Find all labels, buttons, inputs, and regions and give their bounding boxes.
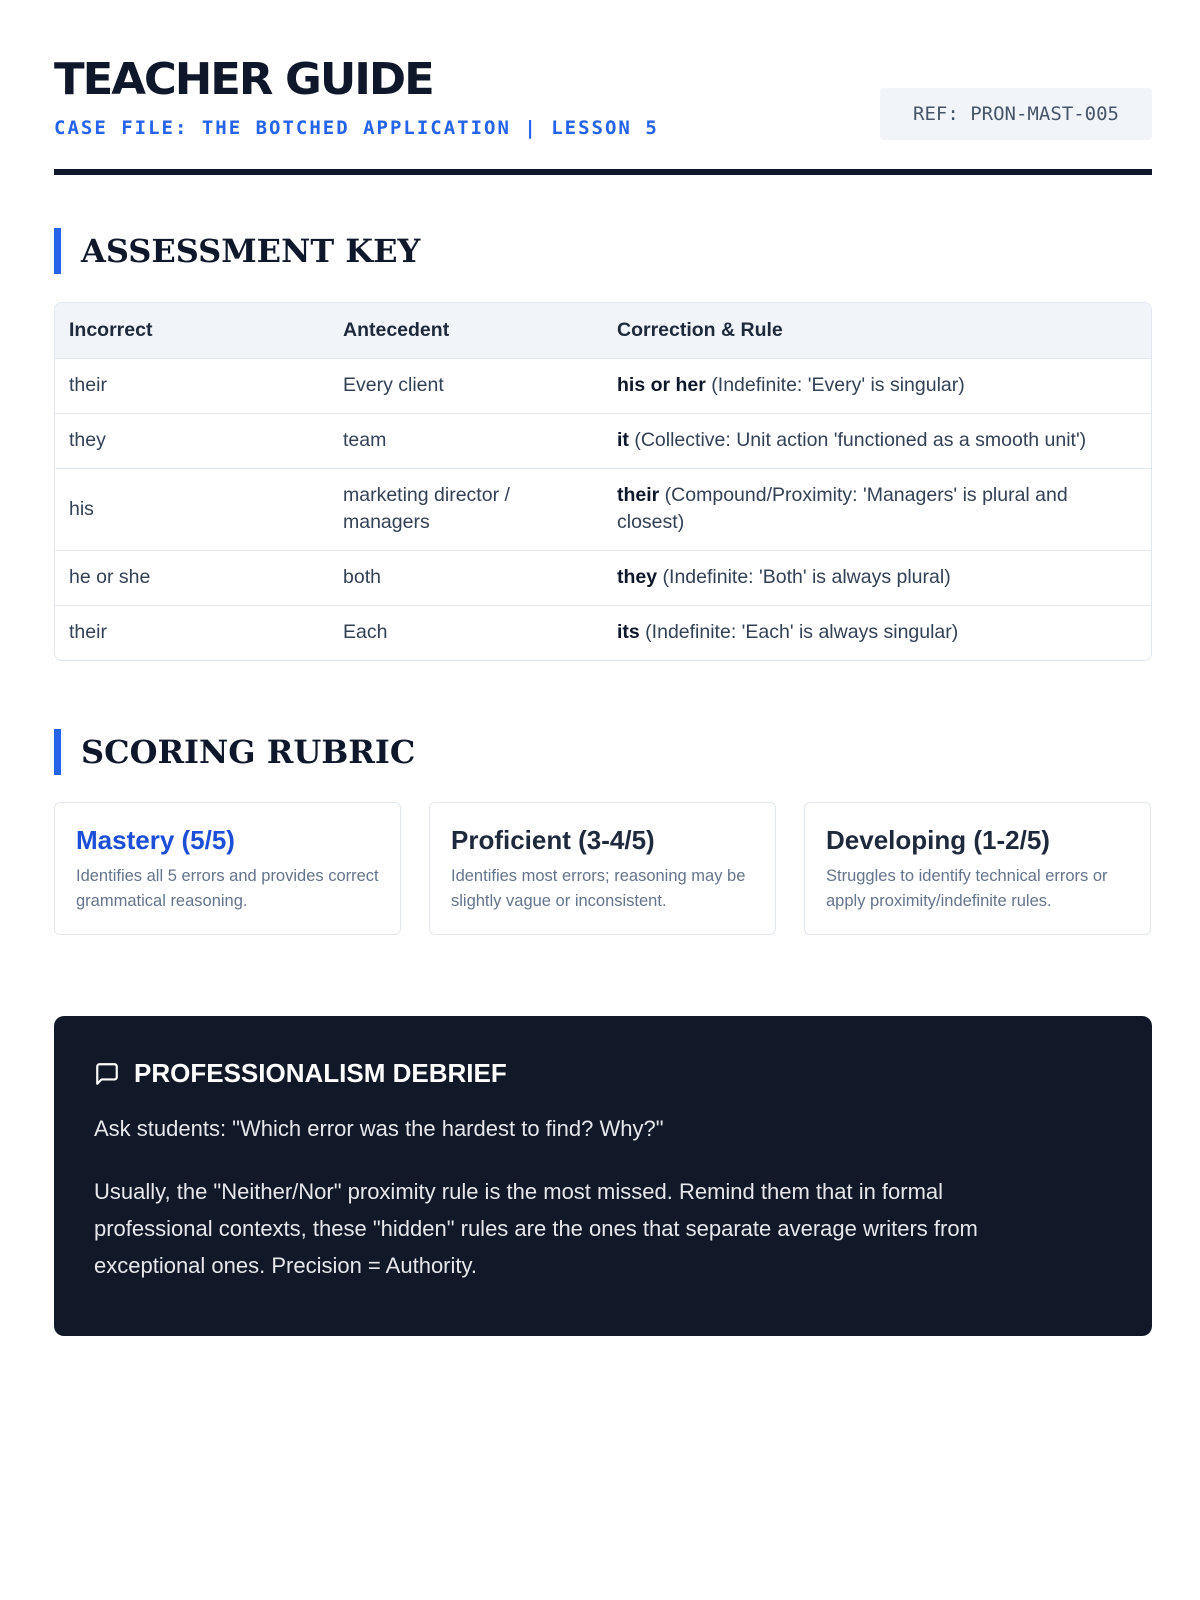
teacher-guide-page (54, 0, 1152, 1278)
correction-cell (603, 550, 1151, 605)
table-row (55, 550, 1151, 605)
incorrect-cell: their (55, 358, 329, 413)
correction-word: his or her (617, 374, 706, 396)
table-header-row (55, 303, 1151, 358)
rubric-card-title: Proficient (3-4/5) (451, 825, 655, 855)
correction-word: they (617, 566, 658, 588)
antecedent-cell: Every client (329, 358, 603, 413)
correction-cell (603, 605, 1151, 660)
rubric-card-description: Identifies all 5 errors and provides correct grammatical reasoning. (76, 867, 379, 910)
correction-rule: (Compound/Proximity: 'Managers' is plural and closest) (617, 484, 1068, 533)
rubric-card-title: Developing (1-2/5) (826, 825, 1050, 855)
antecedent-cell: Each (329, 605, 603, 660)
table-row (55, 468, 1151, 550)
column-header-incorrect: Incorrect (69, 318, 153, 341)
professionalism-debrief-panel (54, 1016, 1152, 1336)
correction-cell (603, 358, 1151, 413)
rubric-cards (54, 802, 1152, 935)
debrief-header (94, 1058, 1112, 1089)
correction-rule: (Indefinite: 'Both' is always plural) (657, 566, 951, 588)
column-header-correction: Correction & Rule (617, 318, 783, 341)
chat-bubble-icon (94, 1061, 120, 1087)
page-title: TEACHER GUIDE (54, 54, 433, 105)
case-file-subtitle: CASE FILE: THE BOTCHED APPLICATION | LESSON 5 (54, 117, 659, 139)
rubric-card-proficient (429, 802, 776, 935)
correction-rule: (Indefinite: 'Each' is always singular) (639, 621, 959, 644)
correction-word: it (617, 429, 629, 451)
rubric-card-description: Identifies most errors; reasoning may be slightly vague or inconsistent. (451, 867, 746, 910)
antecedent-cell: team (329, 413, 603, 468)
incorrect-cell: he or she (55, 550, 329, 605)
correction-word: their (617, 484, 660, 506)
correction-rule: (Indefinite: 'Every' is singular) (705, 374, 965, 396)
rubric-card-mastery (54, 802, 401, 935)
correction-word: its (617, 621, 640, 644)
rubric-card-developing (804, 802, 1151, 935)
debrief-title: PROFESSIONALISM DEBRIEF (134, 1058, 507, 1088)
antecedent-cell: both (329, 550, 603, 605)
page-header (54, 0, 1152, 175)
correction-cell (603, 468, 1151, 550)
scoring-rubric-title: SCORING RUBRIC (81, 733, 416, 771)
table-row (55, 605, 1151, 660)
table-row (55, 358, 1151, 413)
incorrect-cell: his (55, 468, 329, 550)
correction-rule: (Collective: Unit action 'functioned as a smooth unit') (628, 429, 1087, 451)
antecedent-cell: marketing director / managers (329, 468, 603, 550)
assessment-key-title: ASSESSMENT KEY (81, 232, 421, 270)
incorrect-cell: their (55, 605, 329, 660)
correction-cell (603, 413, 1151, 468)
assessment-key-heading (54, 228, 420, 274)
rubric-card-description: Struggles to identify technical errors or apply proximity/indefinite rules. (826, 867, 1108, 910)
scoring-rubric-heading (54, 729, 415, 775)
table-row (55, 413, 1151, 468)
incorrect-cell: they (55, 413, 329, 468)
assessment-table (54, 302, 1152, 661)
column-header-antecedent: Antecedent (343, 318, 450, 341)
reference-badge: REF: PRON-MAST-005 (880, 88, 1152, 140)
rubric-card-title: Mastery (5/5) (76, 825, 235, 855)
debrief-body: Usually, the "Neither/Nor" proximity rule is the most missed. Remind them that in formal professional contexts, these "hidden" rules are the ones that separate average writers from exceptional ones. Precision = Authority. (94, 1179, 978, 1278)
debrief-question: Ask students: "Which error was the hardest to find? Why?" (94, 1116, 664, 1141)
